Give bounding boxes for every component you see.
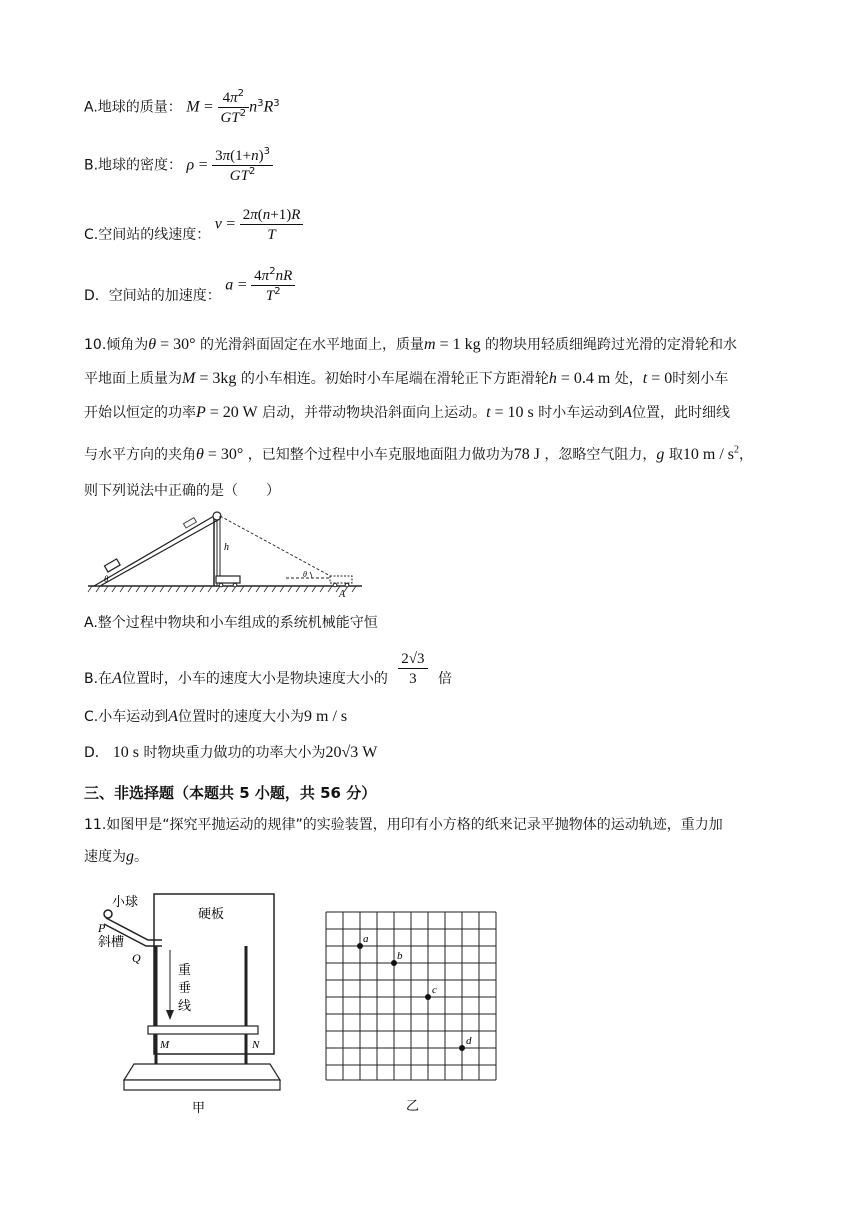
q-label: Q <box>132 951 141 965</box>
q10-option-a: A.整个过程中物块和小车组成的系统机械能守恒 <box>84 615 378 631</box>
fraction: $\frac{2√3}{3}$ <box>398 649 427 688</box>
caption-jia: 甲 <box>192 1101 206 1116</box>
q11-line-2: 速度为g。 <box>84 848 148 865</box>
q10-line-2: 平地面上质量为M = 3kg 的小车相连。初始时小车尾端在滑轮正下方距滑轮h = 0.4 m 处，t = 0时刻小车 <box>84 370 729 387</box>
h-label: h <box>224 542 229 553</box>
q10-line-3: 开始以恒定的功率P = 20 W 启动，并带动物块沿斜面向上运动。t = 10 s 时小车运动到A位置，此时细线 <box>84 404 731 421</box>
plumb-label-3: 线 <box>178 999 192 1014</box>
q10-option-d: D． 10 s 时物块重力做功的功率大小为20√3 W <box>84 744 378 761</box>
plumb-label-2: 垂 <box>178 981 192 996</box>
ball-label: 小球 <box>112 895 139 910</box>
caption-yi: 乙 <box>406 1099 420 1114</box>
q9-option-b: B.地球的密度： ρ = $\frac{3\pi(1+n)^3}{GT^2}$ <box>84 146 273 185</box>
q9-option-c: C.空间站的线速度： v = $\frac{2\pi(n+1)R}{T}$ <box>84 205 303 244</box>
board-label: 硬板 <box>198 907 225 922</box>
theta-label-cart: θ <box>303 570 307 579</box>
q10-option-b: B.在A位置时，小车的速度大小是物块速度大小的 $\frac{2√3}{3}$ 倍 <box>84 651 452 687</box>
q11-line-1: 11.如图甲是“探究平抛运动的规律”的实验装置，用印有小方格的纸来记录平抛物体的运动轨迹，重力加 <box>84 817 723 833</box>
fraction: $\frac{4\pi^2nR}{T^2}$ <box>251 266 295 305</box>
slot-label: 斜槽 <box>98 935 125 950</box>
plumb-label-1: 重 <box>178 963 192 978</box>
point-a-label: A <box>339 589 346 598</box>
q10-line-4: 与水平方向的夹角θ = 30° ，已知整个过程中小车克服地面阻力做功为78 J ，忽略空气阻力，g 取10 m / $s^2$， <box>84 444 753 463</box>
point-b: b <box>397 950 403 962</box>
fraction: $\frac{3\pi(1+n)^3}{GT^2}$ <box>212 146 273 185</box>
apparatus-figure-jia <box>94 888 284 1116</box>
theta-label-incline: θ <box>104 574 109 584</box>
trajectory-grid-yi <box>322 908 512 1118</box>
q10-option-c: C.小车运动到A位置时的速度大小为9 m / s <box>84 708 348 725</box>
p-label: P <box>98 921 106 935</box>
n-label: N <box>252 1039 260 1051</box>
fraction: $\frac{2\pi(n+1)R}{T}$ <box>240 205 304 244</box>
fraction: $\frac{4\pi^2}{GT^2}$ <box>218 88 250 127</box>
point-d: d <box>466 1035 472 1047</box>
point-a: a <box>363 933 369 945</box>
q9-option-a: A.地球的质量： M = $\frac{4\pi^2}{GT^2}$ $n^3R^3$ <box>84 88 280 126</box>
point-c: c <box>432 984 437 996</box>
section-heading: 三、非选择题（本题共 5 小题，共 56 分） <box>84 784 377 802</box>
m-label: M <box>160 1039 170 1051</box>
q10-line-5: 则下列说法中正确的是（ ） <box>84 483 280 499</box>
q10-line-1: 10.倾角为θ = 30° 的光滑斜面固定在水平地面上，质量m = 1 kg 的物块用轻质细绳跨过光滑的定滑轮和水 <box>84 336 738 353</box>
incline-pulley-figure <box>86 510 366 598</box>
q9-option-d: D．空间站的加速度： a = $\frac{4\pi^2nR}{T^2}$ <box>84 266 295 305</box>
